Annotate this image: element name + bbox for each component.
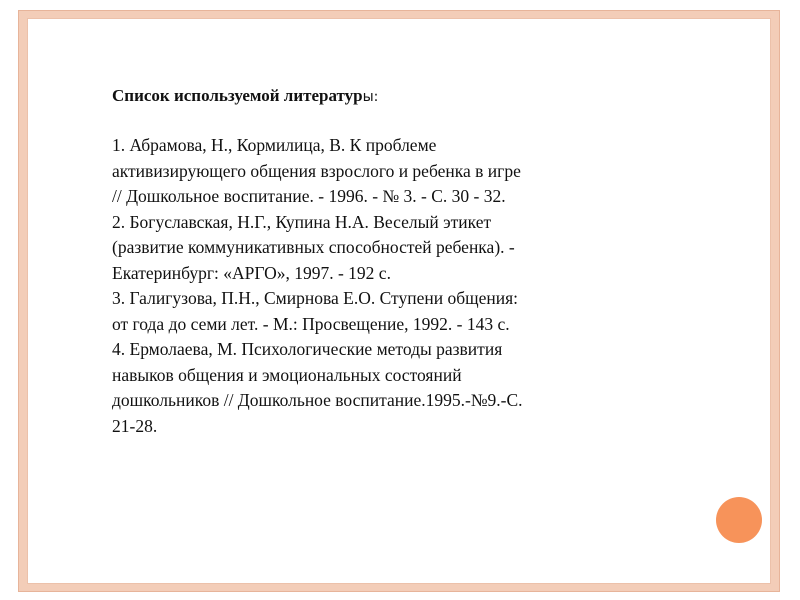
slide-title-main: Список используемой литератур bbox=[112, 86, 363, 105]
reference-line: // Дошкольное воспитание. - 1996. - № 3. - С. 30 - 32. bbox=[112, 186, 506, 206]
reference-item-1 bbox=[112, 133, 672, 210]
reference-line: 1. Абрамова, Н., Кормилица, В. К проблеме bbox=[112, 135, 437, 155]
reference-line: навыков общения и эмоциональных состояний bbox=[112, 364, 462, 385]
reference-line: 3. Галигузова, П.Н., Смирнова Е.О. Ступени общения: bbox=[112, 288, 519, 308]
reference-item-4 bbox=[112, 337, 672, 439]
reference-line: от года до семи лет. - М.: Просвещение, 1992. - 143 с. bbox=[112, 313, 510, 334]
reference-line: 2. Богуславская, Н.Г., Купина Н.А. Веселый этикет bbox=[112, 211, 492, 232]
reference-item-2 bbox=[112, 210, 672, 287]
reference-line: 21-28. bbox=[112, 415, 158, 436]
reference-line: 4. Ермолаева, М. Психологические методы развития bbox=[112, 339, 503, 359]
reference-item-3 bbox=[112, 286, 672, 337]
slide-title-suffix: ы: bbox=[362, 89, 379, 105]
reference-line: дошкольников // Дошкольное воспитание.1995.-№9.-С. bbox=[112, 390, 523, 410]
reference-line: активизирующего общения взрослого и ребенка в игре bbox=[112, 160, 521, 181]
slide-content bbox=[112, 84, 672, 439]
decorative-circle bbox=[716, 497, 762, 543]
reference-line: Екатеринбург: «АРГО», 1997. - 192 с. bbox=[112, 262, 391, 283]
slide-title bbox=[112, 84, 672, 109]
reference-line: (развитие коммуникативных способностей ребенка). - bbox=[112, 237, 515, 257]
reference-list bbox=[112, 133, 672, 439]
